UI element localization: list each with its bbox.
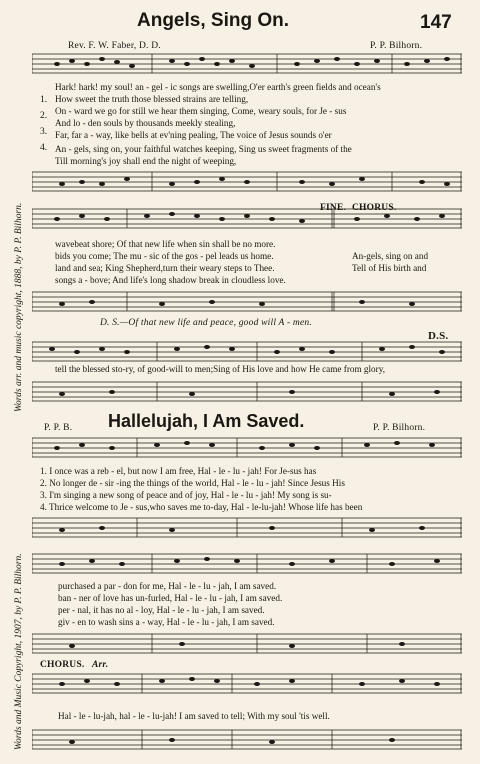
lyric-line: giv - en to wash sins a - way, Hal - le - lu - jah, I am saved.: [58, 617, 275, 627]
lyric-line: 4. Thrice welcome to Je - sus,who saves me to-day, Hal - le-lu-jah! Whose life has been: [40, 502, 363, 512]
lyric-line: Hark! hark! my soul! an - gel - ic songs are swelling,O'er earth's green fields and ocean's: [55, 82, 381, 92]
lyric-line: How sweet the truth those blessed strains are telling,: [55, 94, 249, 104]
music-staff: [32, 170, 462, 192]
verse-number: 2.: [40, 110, 48, 121]
copyright-notice: Words arr. and music copyright, 1888, by P. P. Bilhorn.: [14, 202, 24, 412]
hymn-title: Angels, Sing On.: [137, 10, 290, 31]
music-staff: [32, 52, 462, 74]
lyric-line: On - ward we go for still we hear them singing, Come, weary souls, for Je - sus: [55, 106, 347, 116]
music-staff: [32, 672, 462, 694]
verse-number: 1.: [40, 94, 48, 105]
lyric-line: Till morning's joy shall end the night of weeping,: [55, 156, 237, 166]
copyright-notice: Words and Music Copyright, 1907, by P. P. Bilhorn.: [14, 553, 24, 750]
verse-number: 4.: [40, 142, 48, 153]
lyric-line: land and sea; King Shepherd,turn their weary steps to Thee.: [55, 263, 275, 273]
lyric-line: per - nal, it has no al - loy, Hal - le - lu - jah, I am saved.: [58, 605, 265, 615]
music-staff: [32, 436, 462, 458]
music-staff: [32, 632, 462, 654]
music-staff: [32, 207, 462, 229]
lyric-line: wavebeat shore; Of that new life when sin shall be no more.: [55, 239, 276, 249]
composer-credit: P. P. Bilhorn.: [370, 41, 423, 51]
verse-number: 3.: [40, 126, 48, 137]
composer-credit: P. P. Bilhorn.: [373, 423, 426, 433]
lyric-line: purchased a par - don for me, Hal - le - lu - jah, I am saved.: [58, 581, 277, 591]
chorus-marking: CHORUS.: [40, 660, 85, 670]
hymn-title: Hallelujah, I Am Saved.: [108, 411, 305, 431]
author-credit: Rev. F. W. Faber, D. D.: [68, 41, 161, 51]
music-staff: [32, 728, 462, 750]
lyric-line: 1. I once was a reb - el, but now I am free, Hal - le - lu - jah! For Je-sus has: [40, 466, 317, 476]
ds-instruction: D. S.—Of that new life and peace, good will A - men.: [100, 318, 312, 328]
music-staff: [32, 380, 462, 402]
music-staff: [32, 516, 462, 538]
lyric-line: 3. I'm singing a new song of peace and of joy, Hal - le - lu - jah! My song is su-: [40, 490, 332, 500]
music-staff: [32, 290, 462, 312]
lyric-line: songs a - bove; And life's long shadow break in cloudless love.: [55, 275, 286, 285]
chorus-line: An-gels, sing on and: [352, 251, 429, 261]
music-staff: [32, 340, 462, 362]
page-number: 147: [420, 12, 452, 33]
lyric-line: tell the blessed sto-ry, of good-will to men;Sing of His love and how He came from glory,: [55, 364, 386, 374]
music-staff: [32, 552, 462, 574]
chorus-line: Hal - le - lu-jah, hal - le - lu-jah! I am saved to tell; With my soul 'tis well.: [58, 711, 330, 721]
ds-mark: D.S.: [428, 330, 449, 342]
lyric-line: Far, far a - way, like bells at ev'ning pealing, The voice of Jesus sounds o'er: [55, 130, 332, 140]
lyric-line: An - gels, sing on, your faithful watches keeping, Sing us sweet fragments of the: [55, 144, 352, 154]
lyric-line: bids you come; The mu - sic of the gos - pel leads us home.: [55, 251, 274, 261]
lyric-line: And lo - den souls by thousands meekly stealing,: [55, 118, 236, 128]
fine-marking: FINE.: [320, 203, 347, 213]
chorus-marking: CHORUS.: [352, 203, 397, 213]
author-credit: P. P. B.: [44, 423, 73, 433]
arranger-marking: Arr.: [92, 660, 109, 670]
chorus-line: Tell of His birth and: [352, 263, 427, 273]
lyric-line: ban - ner of love has un-furled, Hal - le - lu - jah, I am saved.: [58, 593, 283, 603]
lyric-line: 2. No longer de - sir -ing the things of the world, Hal - le - lu - jah! Since Jesus His: [40, 478, 345, 488]
